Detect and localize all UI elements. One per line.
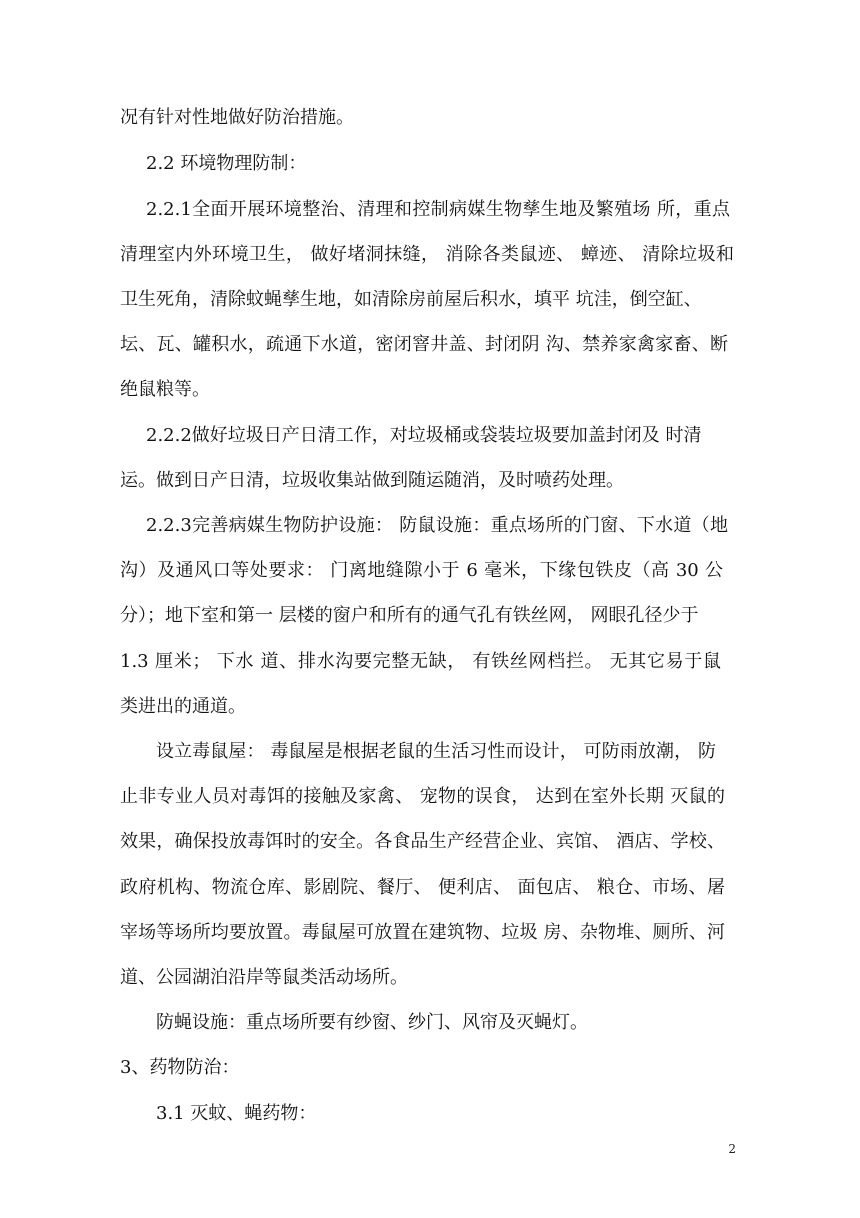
- text-line-8: 2.2.2做好垃圾日产日清工作，对垃圾桶或袋装垃圾要加盖封闭及 时清: [146, 425, 702, 446]
- text-line-17: 效果，确保投放毒饵时的安全。各食品生产经营企业、宾馆、 酒店、学校、: [120, 831, 725, 852]
- text-line-21: 防蝇设施：重点场所要有纱窗、纱门、风帘及灭蝇灯。: [156, 1012, 588, 1033]
- text-line-18: 政府机构、物流仓库、影剧院、餐厅、 便利店、 面包店、 粮仓、市场、屠: [120, 877, 725, 898]
- text-line-9: 运。做到日产日清，垃圾收集站做到随运随消，及时喷药处理。: [120, 470, 624, 491]
- text-line-5: 卫生死角，清除蚊蝇孳生地，如清除房前屋后积水，填平 坑洼，倒空缸、: [120, 289, 702, 310]
- section-heading-2-2: 2.2 环境物理防制：: [146, 153, 307, 174]
- page-number: 2: [728, 1142, 736, 1156]
- text-line-12: 分）；地下室和第一 层楼的窗户和所有的通气孔有铁丝网， 网眼孔径少于: [120, 605, 699, 626]
- text-line-11: 沟）及通风口等处要求： 门离地缝隙小于 6 毫米，下缘包铁皮（高 30 公: [120, 560, 723, 581]
- text-line-7: 绝鼠粮等。: [120, 379, 210, 400]
- text-line-3: 2.2.1全面开展环境整治、清理和控制病媒生物孳生地及繁殖场 所，重点: [146, 199, 730, 220]
- section-heading-3: 3、药物防治：: [120, 1057, 240, 1078]
- text-line-19: 宰场等场所均要放置。毒鼠屋可放置在建筑物、垃圾 房、杂物堆、厕所、河: [120, 922, 725, 943]
- text-line-20: 道、公园湖泊沿岸等鼠类活动场所。: [120, 967, 408, 988]
- text-line-10: 2.2.3完善病媒生物防护设施： 防鼠设施：重点场所的门窗、下水道（地: [146, 515, 728, 536]
- text-line-13: 1.3 厘米； 下水 道、排水沟要完整无缺， 有铁丝网档拦。 无其它易于鼠: [120, 651, 721, 672]
- section-heading-3-1: 3.1 灭蚊、蝇药物：: [156, 1103, 317, 1124]
- text-line-1: 况有针对性地做好防治措施。: [120, 107, 354, 128]
- text-line-14: 类进出的通道。: [120, 696, 246, 717]
- text-line-16: 止非专业人员对毒饵的接触及家禽、 宠物的误食， 达到在室外长期 灭鼠的: [120, 786, 725, 807]
- text-line-15: 设立毒鼠屋： 毒鼠屋是根据老鼠的生活习性而设计， 可防雨放潮， 防: [156, 741, 716, 762]
- text-line-6: 坛、瓦、罐积水，疏通下水道，密闭窨井盖、封闭阴 沟、禁养家禽家畜、断: [120, 334, 728, 355]
- text-line-4: 清理室内外环境卫生， 做好堵洞抹缝， 消除各类鼠迹、 蟑迹、 清除垃圾和: [120, 244, 734, 265]
